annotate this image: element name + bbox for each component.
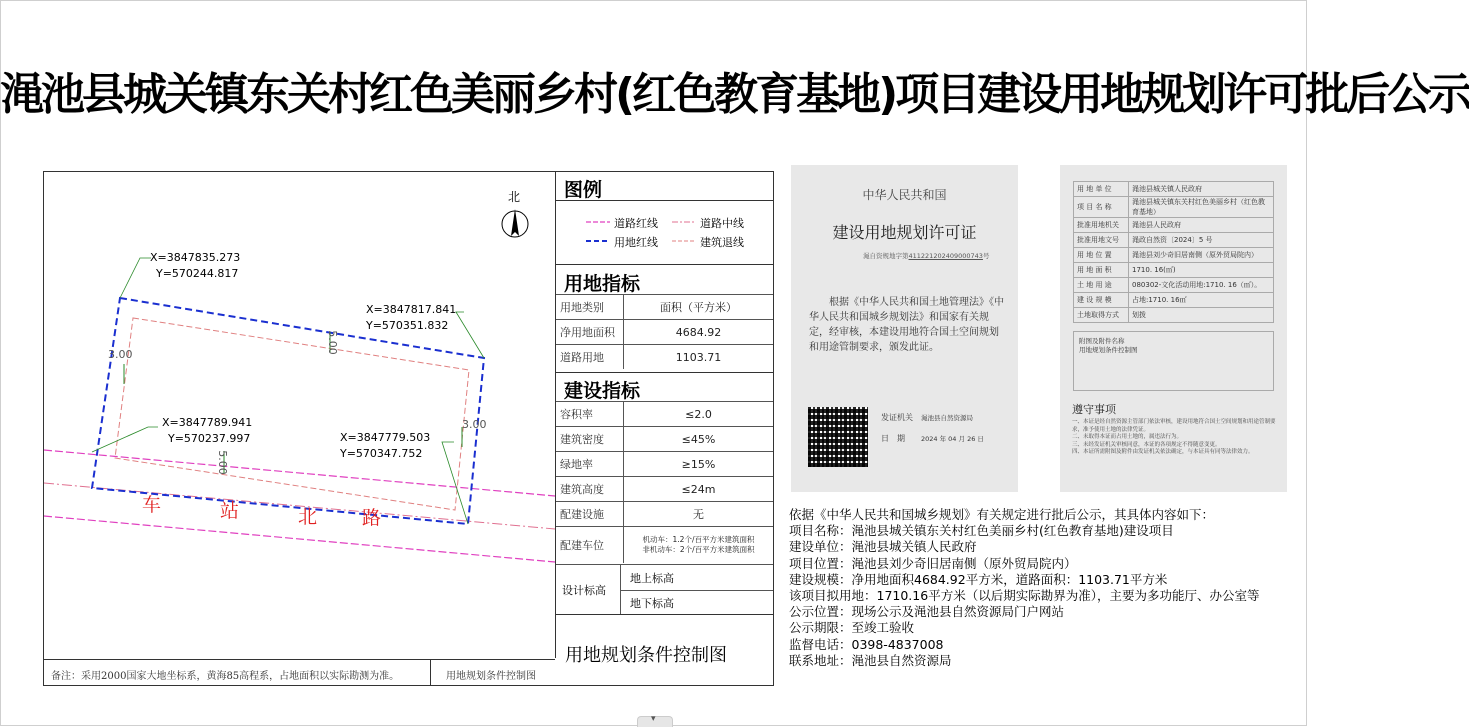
- leader-4: [442, 442, 468, 524]
- coord-x: X=3847779.503: [340, 431, 431, 444]
- coord-y: Y=570347.752: [340, 447, 423, 460]
- table-cell: 划拨: [1129, 308, 1274, 323]
- leader-1: [120, 258, 151, 298]
- table-cell: 面积（平方米）: [624, 295, 774, 320]
- table-cell: 渑池县城关镇东关村红色美丽乡村（红色教育基地）: [1129, 197, 1274, 218]
- road-red-line-top: [44, 450, 555, 496]
- table-cell: 建 设 规 模: [1074, 293, 1129, 308]
- legend: [556, 200, 773, 261]
- control-title: 用地规划条件控制图: [565, 645, 727, 666]
- table-cell: 净用地面积: [556, 320, 624, 345]
- setback-value: 3.00: [462, 418, 487, 431]
- coord-y: Y=570237.997: [168, 432, 251, 445]
- info-line: 该项目拟用地：1710.16平方米（以后期实际勘界为准），主要为多功能厅、办公室等: [789, 588, 1260, 604]
- page-title: 渑池县城关镇东关村红色美丽乡村(红色教育基地)项目建设用地规划许可批后公示: [0, 69, 1469, 120]
- permit-country: 中华人民共和国: [862, 188, 947, 202]
- info-line: 监督电话：0398-4837008: [789, 636, 944, 652]
- design-elev: 设计标高 地上标高 地下标高: [556, 564, 773, 615]
- notice-title: 遵守事项: [1072, 403, 1116, 416]
- table-cell: 用 地 面 积: [1074, 263, 1129, 278]
- build-index-table: [556, 401, 773, 563]
- note-label: 用地规划条件控制图: [446, 671, 536, 682]
- setback-value: 5.00: [325, 330, 339, 355]
- info-line: 公示期限：至竣工验收: [789, 620, 915, 636]
- road-name-char: 北: [298, 506, 318, 528]
- parking-nonmotor: 非机动车：2个/百平方米建筑面积: [642, 545, 755, 554]
- table-cell: 用地类别: [556, 295, 624, 320]
- publicity-info: [789, 507, 1299, 669]
- road-name-char: 路: [362, 507, 382, 529]
- note-text: 备注：采用2000国家大地坐标系，黄海85高程系，占地面积以实际勘测为准。: [51, 671, 400, 682]
- table-cell: 渑池县人民政府: [1129, 218, 1274, 233]
- legend-item: 道路中线: [700, 217, 744, 230]
- table-row: [1074, 197, 1274, 218]
- legend-item: 建筑退线: [700, 236, 744, 249]
- info-line: 建设规模：净用地面积4684.92平方米，道路面积：1103.71平方米: [789, 571, 1168, 587]
- permit-detail: [1060, 165, 1287, 492]
- coord-label: [162, 415, 252, 447]
- table-cell: 建筑密度: [556, 427, 624, 452]
- table-cell: 土地取得方式: [1074, 308, 1129, 323]
- table-cell: 土 地 用 途: [1074, 278, 1129, 293]
- table-cell: 配建设施: [556, 502, 624, 527]
- attach-box: [1073, 331, 1274, 391]
- table-cell: 占地:1710. 16㎡: [1129, 293, 1274, 308]
- qr-code-icon: [808, 407, 868, 467]
- table-cell: [624, 527, 774, 564]
- coord-label: [366, 302, 456, 334]
- table-cell: 用 地 位 置: [1074, 248, 1129, 263]
- info-line: 建设单位：渑池县城关镇人民政府: [789, 539, 977, 555]
- legend-item: 道路红线: [614, 217, 658, 230]
- table-cell: 批准用地机关: [1074, 218, 1129, 233]
- leader-2: [456, 312, 484, 358]
- table-cell: 绿地率: [556, 452, 624, 477]
- note-bar: [44, 659, 555, 686]
- notice-list: 一、本证是经自然资源主管部门依法审核，建设用地符合国土空间规划和用途管制要求，准予使用土地的法律凭证。 二、未取得本证而占用土地的，属违法行为。 三、未经发证机关审核同意，本证的各项规定不得随意变更。 四、本证所需附图及附件由发证机关依法确定，与本证具有同等法律效力。: [1072, 419, 1276, 455]
- coord-label: [150, 250, 240, 282]
- coord-x: X=3847817.841: [366, 303, 457, 316]
- table-cell: 用 地 单 位: [1074, 182, 1129, 197]
- table-cell: 建筑高度: [556, 477, 624, 502]
- table-row: [1074, 248, 1274, 263]
- side-column: [556, 172, 773, 685]
- setback-value: 3.00: [108, 348, 133, 361]
- table-cell: ≤24m: [624, 477, 774, 502]
- setback-value: 5.00: [215, 450, 229, 475]
- coord-y: Y=570351.832: [366, 319, 449, 332]
- table-row: [1074, 293, 1274, 308]
- collapse-tab[interactable]: [637, 716, 673, 727]
- table-cell: 容积率: [556, 402, 624, 427]
- permit-issuer: 发证机关 渑池县自然资源局: [881, 413, 973, 422]
- info-line: 项目位置：渑池县刘少奇旧居南侧（原外贸局院内）: [789, 555, 1077, 571]
- table-cell: 配建车位: [556, 527, 624, 564]
- coord-x: X=3847835.273: [150, 251, 241, 264]
- permit-date: 日 期 2024 年 04 月 26 日: [881, 434, 984, 443]
- road-name-char: 站: [220, 500, 240, 522]
- table-cell: 渑池县城关镇人民政府: [1129, 182, 1274, 197]
- table-cell: 1710. 16(㎡): [1129, 263, 1274, 278]
- table-cell: 项 目 名 称: [1074, 197, 1129, 218]
- table-cell: 道路用地: [556, 345, 624, 370]
- road-name-char: 车: [142, 494, 162, 516]
- land-index-title: 用地指标: [556, 264, 773, 295]
- table-cell: 无: [624, 502, 774, 527]
- attach-value: 用地规划条件控制图: [1079, 346, 1138, 354]
- legend-title: 图例: [564, 179, 603, 201]
- coord-y: Y=570244.817: [156, 267, 239, 280]
- above-elev: 地上标高: [630, 572, 674, 585]
- control-title-box: [556, 614, 773, 686]
- table-cell: 1103.71: [624, 345, 774, 370]
- permit-body: 根据《中华人民共和国土地管理法》《中华人民共和国城乡规划法》和国家有关规定，经审核，本建设用地符合国土空间规划和用途管制要求，颁发此证。: [809, 297, 1004, 353]
- table-cell: 渑政自然资〔2024〕5 号: [1129, 233, 1274, 248]
- north-label: 北: [508, 190, 521, 204]
- site-map: [44, 172, 556, 658]
- divider: [430, 660, 431, 686]
- table-row: [1074, 182, 1274, 197]
- table-row: [1074, 233, 1274, 248]
- permit-number: 渑自资规地字第411221202409000743号: [863, 252, 990, 260]
- permit-detail-table: [1073, 181, 1274, 323]
- table-cell: 渑池县刘少奇旧居南侧（原外贸局院内）: [1129, 248, 1274, 263]
- table-cell: 4684.92: [624, 320, 774, 345]
- north-arrow-icon: [511, 209, 519, 236]
- permit-certificate: [791, 165, 1018, 492]
- table-row: [1074, 263, 1274, 278]
- leader-3: [92, 427, 158, 452]
- land-index-table: [556, 294, 773, 369]
- table-cell: ≤2.0: [624, 402, 774, 427]
- info-line: 项目名称：渑池县城关镇东关村红色美丽乡村(红色教育基地)建设项目: [789, 523, 1174, 539]
- info-line: 公示位置：现场公示及渑池县自然资源局门户网站: [789, 604, 1065, 620]
- control-drawing: [43, 171, 774, 686]
- permit-name: 建设用地规划许可证: [832, 223, 977, 242]
- legend-item: 用地红线: [614, 236, 658, 249]
- info-line: 联系地址：渑池县自然资源局: [789, 652, 952, 668]
- chevron-down-icon: ▾: [651, 714, 656, 724]
- table-cell: 批准用地文号: [1074, 233, 1129, 248]
- coord-x: X=3847789.941: [162, 416, 253, 429]
- table-cell: ≤45%: [624, 427, 774, 452]
- table-row: [1074, 278, 1274, 293]
- table-cell: ≥15%: [624, 452, 774, 477]
- site-map-svg: [44, 172, 555, 658]
- build-index-title: 建设指标: [556, 372, 773, 401]
- table-row: [1074, 218, 1274, 233]
- info-line: 依据《中华人民共和国城乡规划》有关规定进行批后公示，其具体内容如下：: [789, 507, 1215, 522]
- table-cell: 080302-文化活动用地:1710. 16（㎡）。: [1129, 278, 1274, 293]
- parking-motor: 机动车：1.2个/百平方米建筑面积: [642, 535, 755, 544]
- below-elev: 地下标高: [630, 597, 674, 610]
- table-row: [1074, 308, 1274, 323]
- attach-label: 附图及附件名称: [1079, 337, 1125, 345]
- coord-label: [340, 430, 430, 462]
- legend-swatches: [556, 201, 773, 261]
